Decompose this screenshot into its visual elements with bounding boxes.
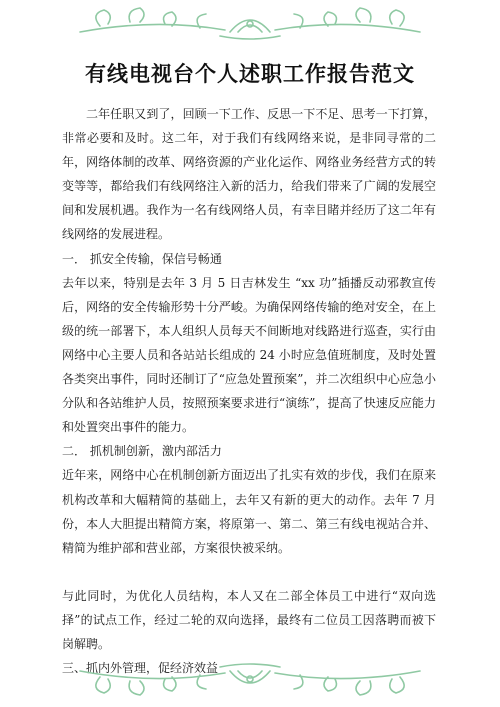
section-heading-2: 二． 抓机制创新，激内部活力 <box>62 444 222 459</box>
paragraph-spacer <box>62 560 436 584</box>
bottom-floral-ornament-icon <box>60 657 440 699</box>
document-title: 有线电视台个人述职工作报告范文 <box>85 62 415 86</box>
section-heading-1: 一． 抓安全传输，保信号畅通 <box>62 251 222 266</box>
document-body <box>62 102 436 680</box>
paragraph-security: 去年以来，特别是去年 3 月 5 日吉林发生 “xx 功”插播反动邪教宣传后，网络的安全传输形势十分严峻。为确保网络传输的绝对安全，在上级的统一部署下，本人组织人员每天不间断地对线路进行巡查，实行由网络中心主要人员和各站站长组成的 24 小时应急值班制度，及时处置各类突出事件，同时还制订了“应急处置预案”，并二次组织中心应急小分队和各站维护人员，按照预案要求进行“演练”，提高了快速反应能力和处置突出事件的能力。 <box>62 275 436 435</box>
section-heading-3: 三、抓内外管理，促经济效益 <box>62 661 219 676</box>
paragraph-staffing: 与此同时，为优化人员结构，本人又在二部全体员工中进行“双向选择”的试点工作，经过二轮的双向选择，最终有二位员工因落聘而被下岗解聘。 <box>62 588 436 651</box>
top-floral-ornament-icon <box>60 2 440 44</box>
paragraph-intro: 二年任职又到了，回顾一下工作、反思一下不足、思考一下打算，非常必要和及时。这二年，对于我们有线网络来说，是非同寻常的二年，网络体制的改革、网络资源的产业化运作、网络业务经营方式的转变等等，都给我们有线网络注入新的活力，给我们带来了广阔的发展空间和发展机遇。我作为一名有线网络人员，有幸目睹并经历了这二年有线网络的发展进程。 <box>62 107 436 242</box>
paragraph-mechanism: 近年来，网络中心在机制创新方面迈出了扎实有效的步伐，我们在原来机构改革和大幅精简的基础上，去年又有新的更大的动作。去年 7 月份，本人大胆提出精简方案，将原第一、第二、第三有线电视站合并、精简为维护部和营业部，方案很快被采纳。 <box>62 468 436 555</box>
